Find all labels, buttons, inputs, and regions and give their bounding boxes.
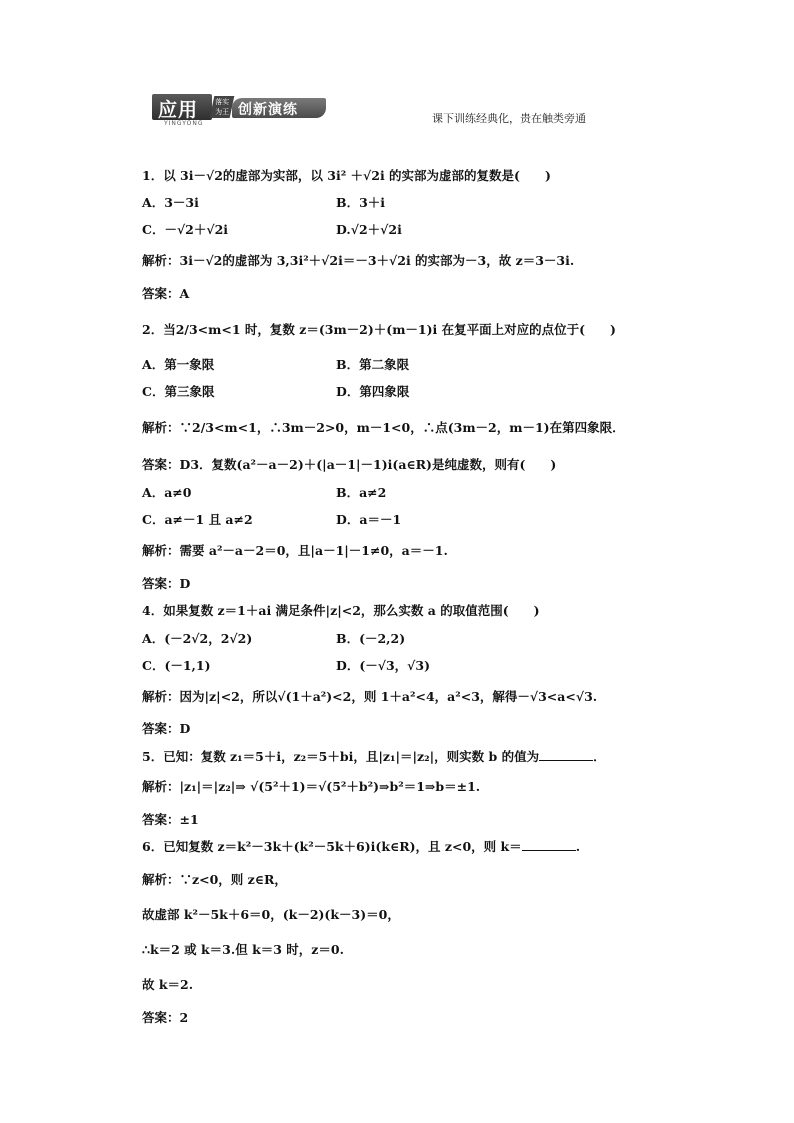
- q2-analysis: 解析：∵2/3<m<1，∴3m－2>0，m－1<0，∴点(3m－2，m－1)在第四象限．: [142, 420, 625, 435]
- q2-option-d: D．第四象限: [336, 384, 410, 399]
- q3-option-b: B．a≠2: [336, 485, 387, 500]
- q6-analysis-4: 故 k＝2.: [142, 977, 194, 992]
- banner-sub-text: YINGYONG: [164, 120, 204, 127]
- q2-option-a: A．第一象限: [142, 357, 215, 372]
- q6-analysis-2: 故虚部 k²－5k＋6＝0，(k－2)(k－3)＝0，: [142, 907, 400, 922]
- q3-analysis: 解析：需要 a²－a－2＝0，且|a－1|－1≠0，a＝－1.: [142, 543, 448, 558]
- q4-option-a: A．(－2√2，2√2): [142, 631, 253, 646]
- q1-option-d: D.√2＋√2i: [336, 222, 402, 237]
- header-banner: [152, 94, 328, 128]
- q6-stem: [142, 839, 580, 855]
- q6-analysis-1: 解析：∵z<0，则 z∈R，: [142, 872, 287, 887]
- q2-stem: 2．当2/3<m<1 时，复数 z＝(3m－2)＋(m－1)i 在复平面上对应的点位于( ): [142, 322, 616, 337]
- q3-option-a: A．a≠0: [142, 485, 192, 500]
- q5-answer-blank: [539, 750, 593, 761]
- q1-stem: 1．以 3i－√2的虚部为实部，以 3i² ＋√2i 的实部为虚部的复数是( ): [142, 168, 551, 183]
- q4-option-b: B．(－2,2): [336, 631, 406, 646]
- banner-small-block: [210, 96, 235, 118]
- banner-tag-block: [232, 98, 326, 118]
- banner-main-block: [152, 94, 212, 120]
- q2-option-c: C．第三象限: [142, 384, 215, 399]
- q5-stem-end: ．: [593, 749, 606, 764]
- q6-analysis-3: ∴k＝2 或 k＝3.但 k＝3 时，z＝0.: [142, 942, 344, 957]
- q6-answer: 答案：2: [142, 1010, 189, 1025]
- q1-option-a: A．3－3i: [142, 195, 199, 210]
- banner-tag-text: 创新演练: [238, 102, 298, 118]
- q6-answer-blank: [522, 840, 576, 851]
- q5-answer: 答案：±1: [142, 812, 199, 827]
- banner-main-text: 应用: [158, 99, 199, 121]
- q4-answer: 答案：D: [142, 721, 191, 736]
- q5-analysis: 解析：|z₁|＝|z₂|⇒ √(5²＋1)＝√(5²＋b²)⇒b²＝1⇒b＝±1.: [142, 779, 481, 794]
- q4-analysis: 解析：因为|z|<2，所以√(1＋a²)<2，则 1＋a²<4，a²<3，解得－√3<a<√3.: [142, 689, 598, 704]
- q4-option-c: C．(－1,1): [142, 658, 211, 673]
- q2-option-b: B．第二象限: [336, 357, 410, 372]
- q3-option-d: D．a＝－1: [336, 512, 402, 527]
- banner-small-text: 落实为王: [215, 98, 230, 116]
- q6-stem-end: .: [575, 839, 581, 854]
- q2-answer-and-q3-stem: 答案：D3．复数(a²－a－2)＋(|a－1|－1)i(a∈R)是纯虚数，则有( ): [142, 457, 557, 472]
- q1-option-c: C．－√2＋√2i: [142, 222, 229, 237]
- q1-option-b: B．3＋i: [336, 195, 386, 210]
- q5-stem: [142, 749, 606, 765]
- q5-stem-text: 5．已知：复数 z₁＝5＋i，z₂＝5＋bi，且|z₁|＝|z₂|，则实数 b 的值为: [142, 749, 540, 764]
- q3-answer: 答案：D: [142, 576, 191, 591]
- q4-option-d: D．(－√3，√3): [336, 658, 430, 673]
- q3-option-c: C．a≠－1 且 a≠2: [142, 512, 253, 527]
- q4-stem: 4．如果复数 z＝1＋ai 满足条件|z|<2，那么实数 a 的取值范围( ): [142, 603, 540, 618]
- header-tagline: 课下训练经典化，贵在触类旁通: [432, 112, 586, 125]
- q6-stem-text: 6．已知复数 z＝k²－3k＋(k²－5k＋6)i(k∈R)，且 z<0，则 k＝: [142, 839, 522, 854]
- q1-analysis: 解析：3i－√2的虚部为 3,3i²＋√2i＝－3＋√2i 的实部为－3，故 z＝3－3i.: [142, 253, 575, 268]
- q1-answer: 答案：A: [142, 286, 190, 301]
